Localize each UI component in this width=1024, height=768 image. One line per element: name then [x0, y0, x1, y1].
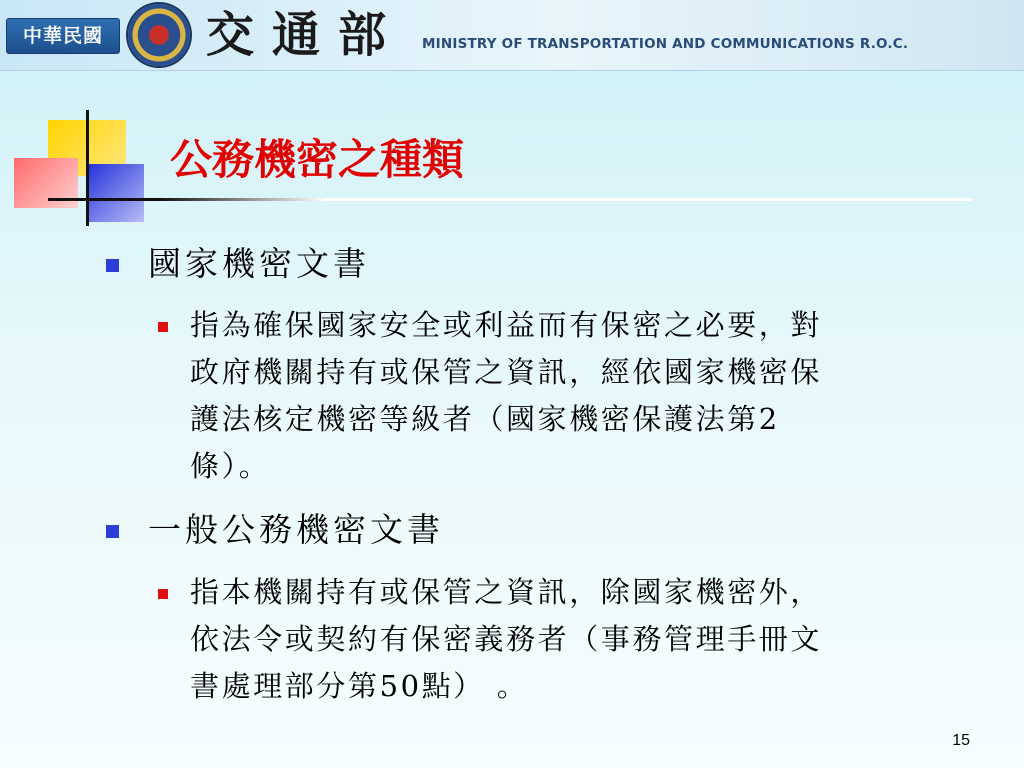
item-description	[190, 569, 990, 710]
level1-bullet-icon	[106, 259, 119, 272]
decor-horizontal-line	[48, 198, 972, 201]
description-line: 依法令或契約有保密義務者（事務管理手冊文	[190, 622, 823, 656]
description-line: 書處理部分第50點） 。	[190, 669, 529, 703]
description-line: 政府機關持有或保管之資訊，經依國家機密保	[190, 355, 823, 389]
ministry-emblem-icon	[128, 4, 190, 66]
item-heading: 國家機密文書	[148, 244, 370, 283]
description-line: 指本機關持有或保管之資訊，除國家機密外，	[190, 575, 823, 609]
level1-bullet-icon	[106, 525, 119, 538]
level2-bullet-icon	[158, 589, 168, 599]
page-number: 15	[952, 732, 970, 749]
ministry-english-name: MINISTRY OF TRANSPORTATION AND COMMUNICATIONS R.O.C.	[422, 36, 909, 52]
description-line: 護法核定機密等級者（國家機密保護法第2	[190, 402, 780, 436]
description-line: 條）。	[190, 449, 271, 483]
country-badge: 中華民國	[6, 18, 120, 54]
item-heading: 一般公務機密文書	[148, 510, 444, 549]
slide-title: 公務機密之種類	[170, 135, 465, 184]
description-line: 指為確保國家安全或利益而有保密之必要，對	[190, 308, 823, 342]
level2-bullet-icon	[158, 322, 168, 332]
decor-vertical-line	[86, 110, 89, 226]
decor-blue-square	[86, 164, 144, 222]
header-banner	[0, 0, 1024, 71]
ministry-chinese-name: 交通部	[206, 7, 405, 63]
item-description	[190, 302, 990, 490]
